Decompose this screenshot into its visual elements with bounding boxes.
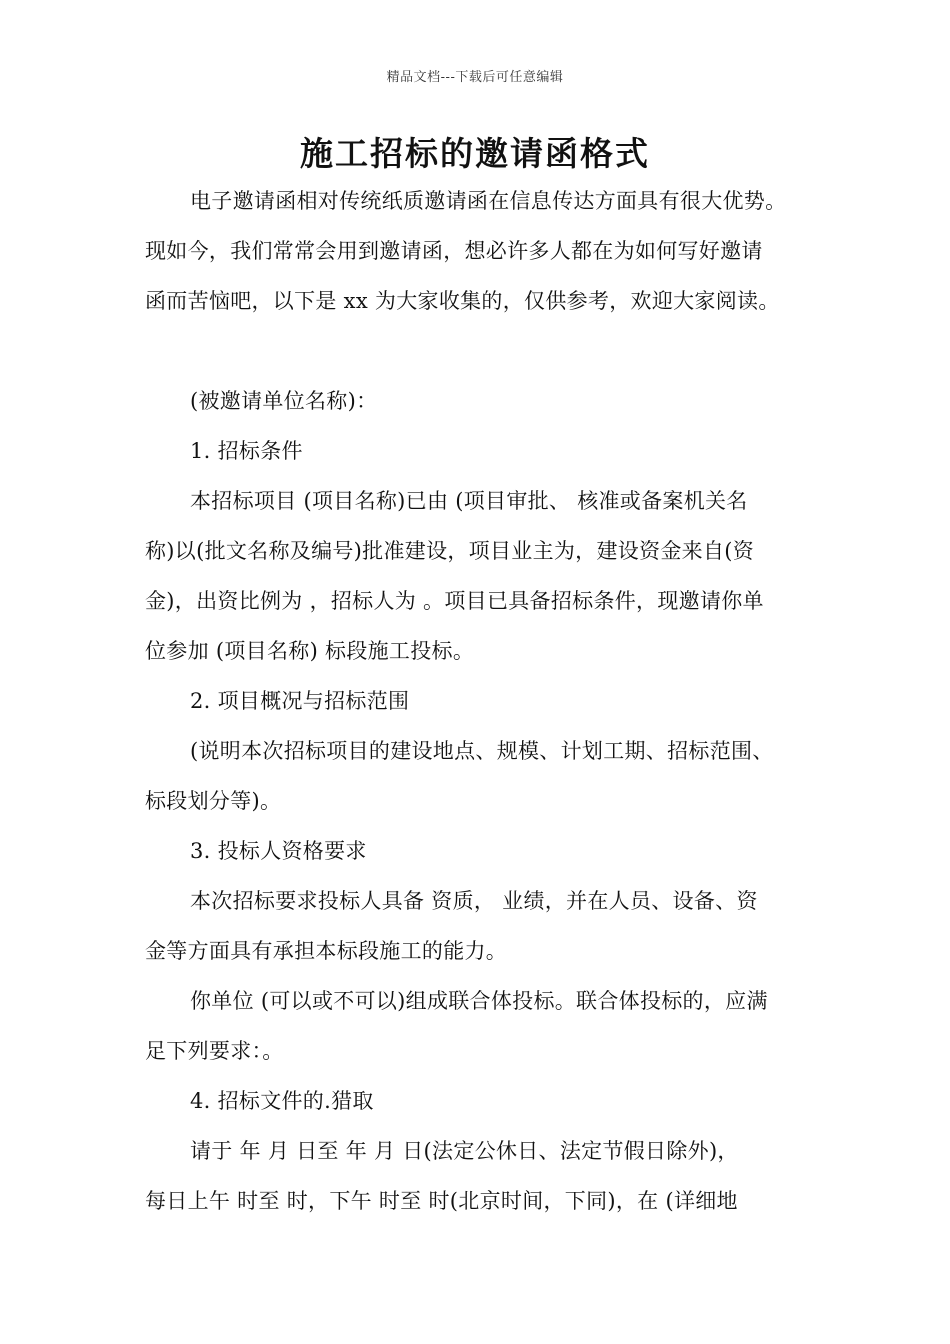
paragraph-line: 本招标项目 (项目名称)已由 (项目审批、 核准或备案机关名: [190, 489, 748, 513]
salutation: (被邀请单位名称)：: [190, 389, 378, 413]
paragraph-line: 你单位 (可以或不可以)组成联合体投标。联合体投标的，应满: [190, 989, 768, 1013]
paragraph-line: 金等方面具有承担本标段施工的能力。: [145, 939, 508, 963]
section-heading-2: 2. 项目概况与招标范围: [190, 689, 410, 713]
paragraph-line: 标段划分等)。: [145, 789, 282, 813]
paragraph-line: 每日上午 时至 时，下午 时至 时(北京时间，下同)，在 (详细地: [145, 1189, 738, 1213]
section-heading-1: 1. 招标条件: [190, 439, 303, 463]
section-heading-3: 3. 投标人资格要求: [190, 839, 367, 863]
document-title: 施工招标的邀请函格式: [300, 134, 650, 173]
intro-line-1: 电子邀请函相对传统纸质邀请函在信息传达方面具有很大优势。: [190, 189, 787, 213]
intro-line-2: 现如今，我们常常会用到邀请函，想必许多人都在为如何写好邀请: [145, 239, 763, 263]
paragraph-line: 足下列要求：。: [145, 1039, 284, 1063]
paragraph-line: 称)以(批文名称及编号)批准建设，项目业主为，建设资金来自(资: [145, 539, 755, 563]
paragraph-line: 请于 年 月 日至 年 月 日(法定公休日、法定节假日除外)，: [190, 1139, 739, 1163]
section-heading-4: 4. 招标文件的.猎取: [190, 1089, 374, 1113]
page-header: 精品文档---下载后可任意编辑: [386, 70, 564, 85]
paragraph-line: (说明本次招标项目的建设地点、规模、计划工期、招标范围、: [190, 739, 774, 763]
paragraph-line: 本次招标要求投标人具备 资质， 业绩，并在人员、设备、资: [190, 889, 758, 913]
intro-line-3: 函而苦恼吧，以下是 xx 为大家收集的，仅供参考，欢迎大家阅读。: [145, 289, 780, 313]
paragraph-line: 金)，出资比例为 ，招标人为 。项目已具备招标条件，现邀请你单: [145, 589, 764, 613]
paragraph-line: 位参加 (项目名称) 标段施工投标。: [145, 639, 475, 663]
